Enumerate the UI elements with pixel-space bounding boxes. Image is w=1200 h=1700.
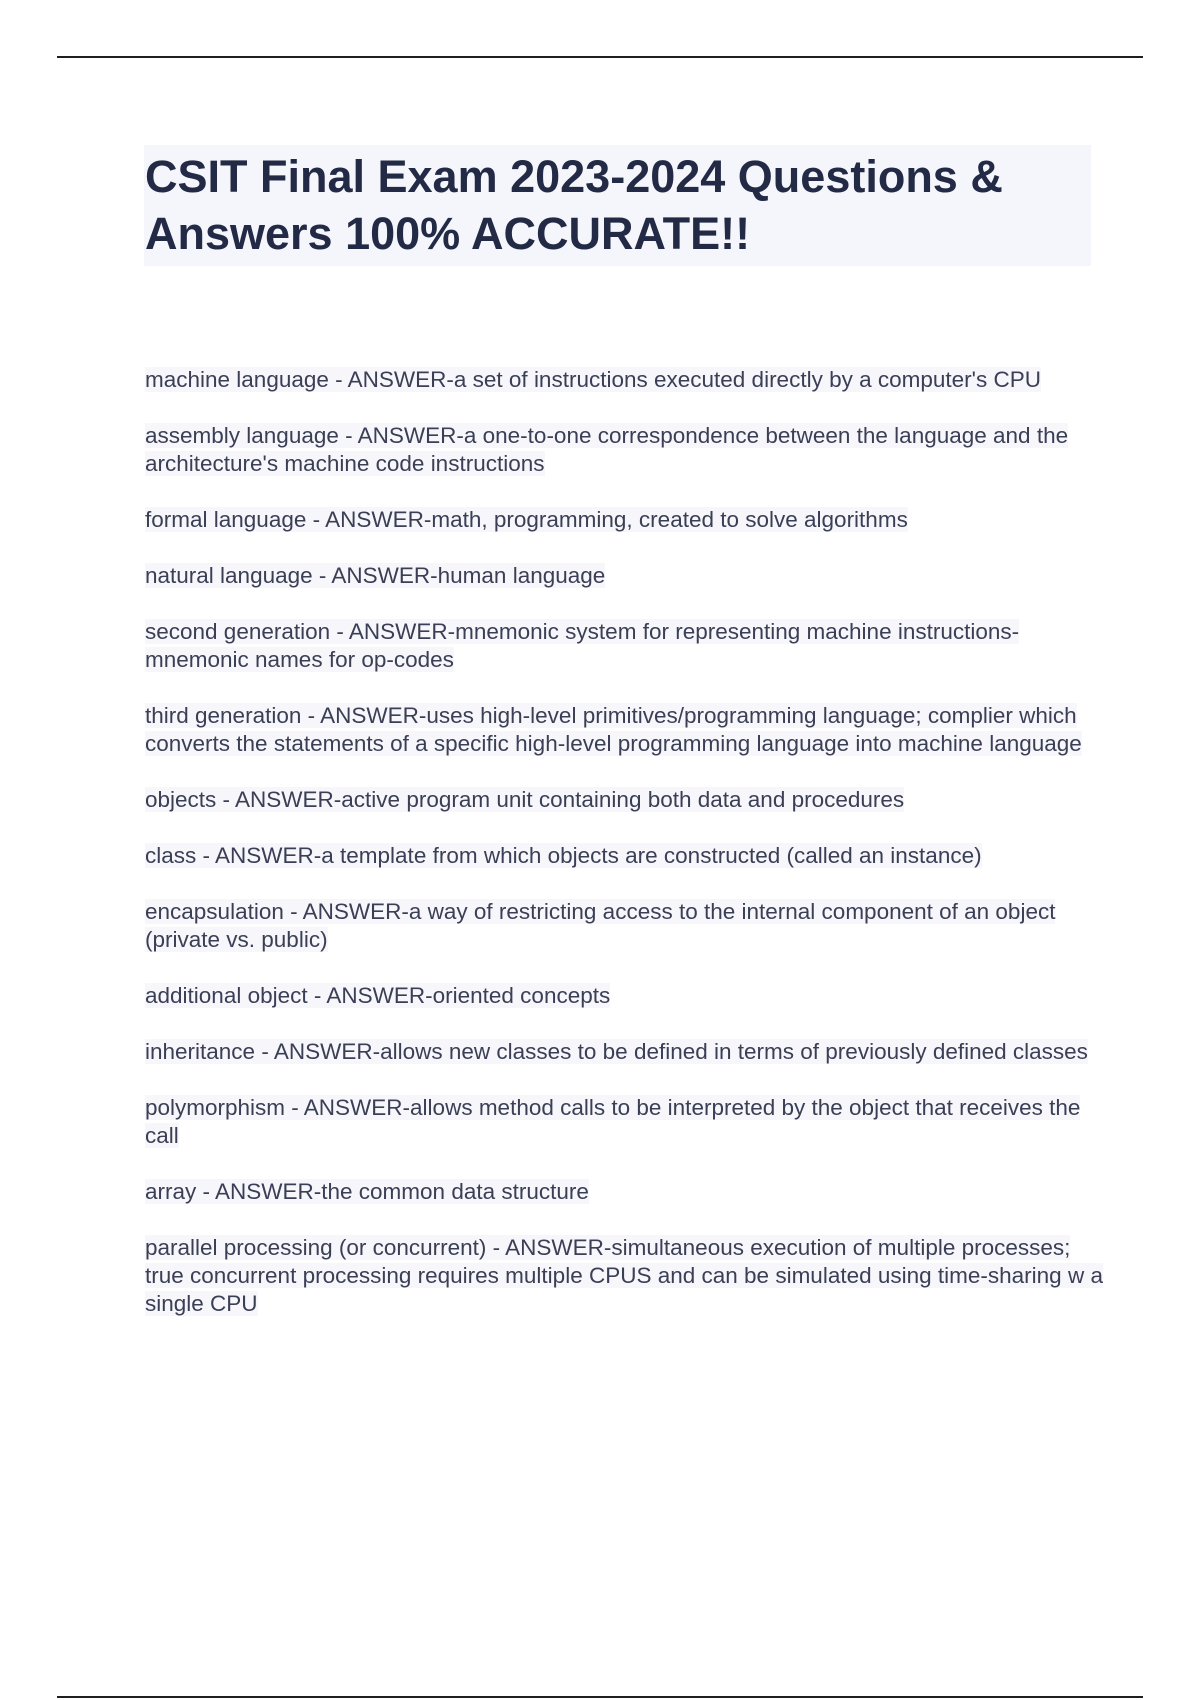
qa-text: class - ANSWER-a template from which objects are constructed (called an instance) bbox=[145, 843, 982, 868]
list-item bbox=[145, 506, 1105, 534]
qa-text: second generation - ANSWER-mnemonic system for representing machine instructions-mnemonic names for op-codes bbox=[145, 619, 1020, 672]
top-rule bbox=[57, 56, 1143, 58]
qa-text: machine language - ANSWER-a set of instructions executed directly by a computer's CPU bbox=[145, 367, 1041, 392]
title-block bbox=[144, 145, 1091, 266]
list-item bbox=[145, 1178, 1105, 1206]
qa-text: array - ANSWER-the common data structure bbox=[145, 1179, 589, 1204]
qa-text: formal language - ANSWER-math, programming, created to solve algorithms bbox=[145, 507, 908, 532]
list-item bbox=[145, 898, 1105, 954]
qa-text: additional object - ANSWER-oriented concepts bbox=[145, 983, 611, 1008]
list-item bbox=[145, 982, 1105, 1010]
bottom-rule bbox=[57, 1696, 1143, 1698]
list-item bbox=[145, 842, 1105, 870]
list-item bbox=[145, 618, 1105, 674]
qa-text: third generation - ANSWER-uses high-level primitives/programming language; complier which converts the statements of a specific high-level programming language into machine language bbox=[145, 703, 1082, 756]
qa-text: natural language - ANSWER-human language bbox=[145, 563, 606, 588]
list-item bbox=[145, 422, 1105, 478]
list-item bbox=[145, 366, 1105, 394]
qa-text: parallel processing (or concurrent) - ANSWER-simultaneous execution of multiple processes; true concurrent processing requires multiple CPUS and can be simulated using time-sharing w a single CPU bbox=[145, 1235, 1103, 1316]
qa-text: objects - ANSWER-active program unit containing both data and procedures bbox=[145, 787, 905, 812]
list-item bbox=[145, 1038, 1105, 1066]
list-item bbox=[145, 1094, 1105, 1150]
qa-text: polymorphism - ANSWER-allows method calls to be interpreted by the object that receives the call bbox=[145, 1095, 1081, 1148]
list-item bbox=[145, 786, 1105, 814]
list-item bbox=[145, 702, 1105, 758]
qa-text: inheritance - ANSWER-allows new classes to be defined in terms of previously defined classes bbox=[145, 1039, 1088, 1064]
qa-text: encapsulation - ANSWER-a way of restricting access to the internal component of an object (private vs. public) bbox=[145, 899, 1056, 952]
qa-text: assembly language - ANSWER-a one-to-one correspondence between the language and the architecture's machine code instructions bbox=[145, 423, 1069, 476]
document-title: CSIT Final Exam 2023-2024 Questions & Answers 100% ACCURATE!! bbox=[145, 151, 1003, 259]
list-item bbox=[145, 1234, 1105, 1318]
qa-list bbox=[145, 366, 1105, 1346]
list-item bbox=[145, 562, 1105, 590]
